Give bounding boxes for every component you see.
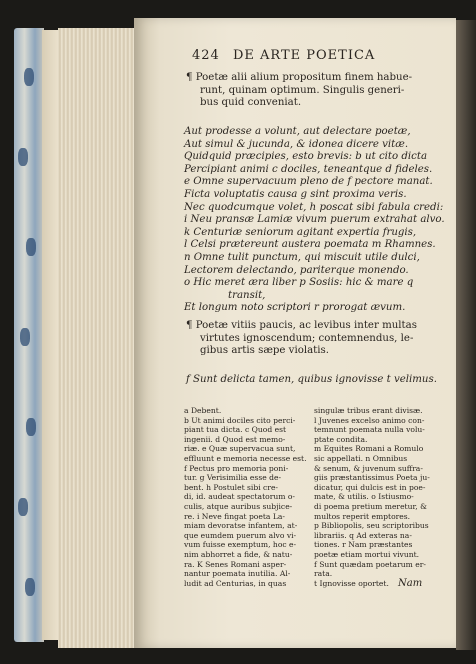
footnote-line: rata. — [314, 569, 333, 579]
intro-line: ¶ Poetæ alii alium propositum finem habue- — [186, 72, 413, 83]
footnote-line: nim abhorret a fide, & natu- — [184, 549, 293, 559]
verse-line: Et longum noto scriptori r prorogat ævum. — [184, 302, 406, 314]
verse-line: e Omne supervacuum pleno de f pectore manat. — [184, 176, 433, 188]
footnote-line: ra. K Senes Romani asper- — [184, 559, 287, 569]
verse-line: Aut simul & jucunda, & idonea dicere vitæ. — [184, 138, 409, 150]
verse-line: Percipiant animi c dociles, teneantque d fideles. — [184, 163, 433, 175]
footnote-line: re. i Neve fingat poeta La- — [184, 511, 285, 521]
verse-line: n Omne tulit punctum, qui miscuit utile dulci, — [184, 251, 420, 263]
verse-line: o Hic meret æra liber p Sosiis: hic & mare q — [184, 277, 414, 289]
verse-line: k Centuriæ seniorum agitant expertia frugis, — [184, 226, 417, 238]
footnote-line: poetæ etiam mortui vivunt. — [314, 549, 420, 559]
verse-line: l Celsi prætereunt austera poemata m Rhamnes. — [184, 239, 436, 251]
footnote-line: f Sunt quædam poetarum er- — [314, 559, 426, 569]
verse-line: transit, — [228, 289, 266, 301]
footnote-line: m Equites Romani a Romulo — [314, 444, 424, 454]
page-edges — [58, 28, 138, 648]
footnote-line: multos reperit emptores. — [314, 511, 411, 521]
footnote-line: dicatur, qui dulcis est in poe- — [314, 482, 426, 492]
last-verse: f Sunt delicta tamen, quibus ignovisse t velimus. — [186, 374, 437, 385]
footnote-line: di poema pretium meretur, & — [314, 501, 427, 511]
footnote-line: singulæ tribus erant divisæ. — [314, 406, 423, 415]
footnote-line: librariis. q Ad exteras na- — [314, 530, 412, 540]
para2-line: gibus artis sæpe violatis. — [200, 345, 329, 357]
footnote-line: piant tua dicta. c Quod est — [184, 425, 287, 435]
footnote-line: bent. h Postulet sibi cre- — [184, 482, 279, 492]
footnote-line: temnunt poemata nulla volu- — [314, 425, 425, 435]
facing-page-edge — [456, 20, 476, 650]
footnote-line: culis, atque auribus subjice- — [184, 501, 293, 511]
footnote-line: ingenii. d Quod est memo- — [184, 434, 286, 444]
running-head-title: DE ARTE POETICA — [232, 48, 376, 63]
verse-block — [184, 126, 445, 315]
para2-line: ¶ Poetæ vitiis paucis, ac levibus inter multas — [186, 320, 417, 331]
verse-line: Lectorem delectando, pariterque monendo. — [184, 264, 409, 276]
footnote-line: nantur poemata inutilia. Al- — [184, 569, 291, 579]
footnote-line: l Juvenes excelso animo con- — [314, 415, 425, 425]
verse-line: Nec quodcumque volet, h poscat sibi fabula credi: — [184, 201, 444, 213]
footnote-line: b Ut animi dociles cito perci- — [184, 415, 296, 425]
footnote-line: mate, & utilis. o Istiusmo- — [314, 492, 414, 502]
verse-line: Ficta voluptatis causa g sint proxima veris. — [184, 188, 407, 200]
footnote-line: di, id. audeat spectatorum o- — [184, 492, 295, 502]
footnote-line: sic appellati. n Omnibus — [314, 453, 408, 463]
intro-line: runt, quinam optimum. Singulis generi- — [200, 84, 405, 96]
book-page — [134, 18, 456, 648]
running-header — [192, 48, 375, 63]
footnote-line: tiones. r Nam præstantes — [314, 540, 413, 550]
intro-paragraph — [186, 72, 412, 110]
footnote-line: tur. g Verisimilia esse de- — [184, 473, 282, 483]
footnote-line: effluunt e memoria necesse est. — [184, 453, 307, 463]
footnote-line: f Pectus pro memoria poni- — [184, 463, 289, 473]
footnote-line: & senum, & juvenum suffra- — [314, 463, 423, 473]
catchword: Nam — [398, 578, 423, 589]
footnote-line: vum fuisse exemptum, hoc e- — [184, 540, 297, 550]
footnotes-right — [314, 406, 430, 588]
footnote-line: ludit ad Centurias, in quas — [184, 578, 287, 588]
footnotes-left — [184, 406, 307, 588]
para2-line: virtutes ignoscendum; contemnendus, le- — [200, 332, 414, 344]
verse-line: Aut prodesse a volunt, aut delectare poetæ, — [184, 126, 411, 137]
intro-line: bus quid conveniat. — [200, 97, 302, 109]
verse-line: i Neu pransæ Lamiæ vivum puerum extrahat alvo. — [184, 214, 445, 226]
footnote-line: ptate condita. — [314, 434, 368, 444]
footnote-line: miam devoratse infantem, at- — [184, 521, 298, 531]
footnote-line: que eumdem puerum alvo vi- — [184, 530, 297, 540]
book-cover — [14, 28, 44, 642]
footnote-line: p Bibliopolis, seu scriptoribus — [314, 521, 429, 531]
footnote-line: riæ. e Quæ supervacua sunt, — [184, 444, 296, 454]
second-paragraph — [186, 320, 417, 358]
footnote-line: t Ignovisse oportet. — [314, 578, 389, 588]
verse-line: Quidquid præcipies, esto brevis: b ut cito dicta — [184, 151, 428, 163]
page-number: 424 — [192, 48, 220, 63]
footnote-line: a Debent. — [184, 406, 222, 415]
footnote-line: giis præstantissimus Poeta ju- — [314, 473, 430, 483]
